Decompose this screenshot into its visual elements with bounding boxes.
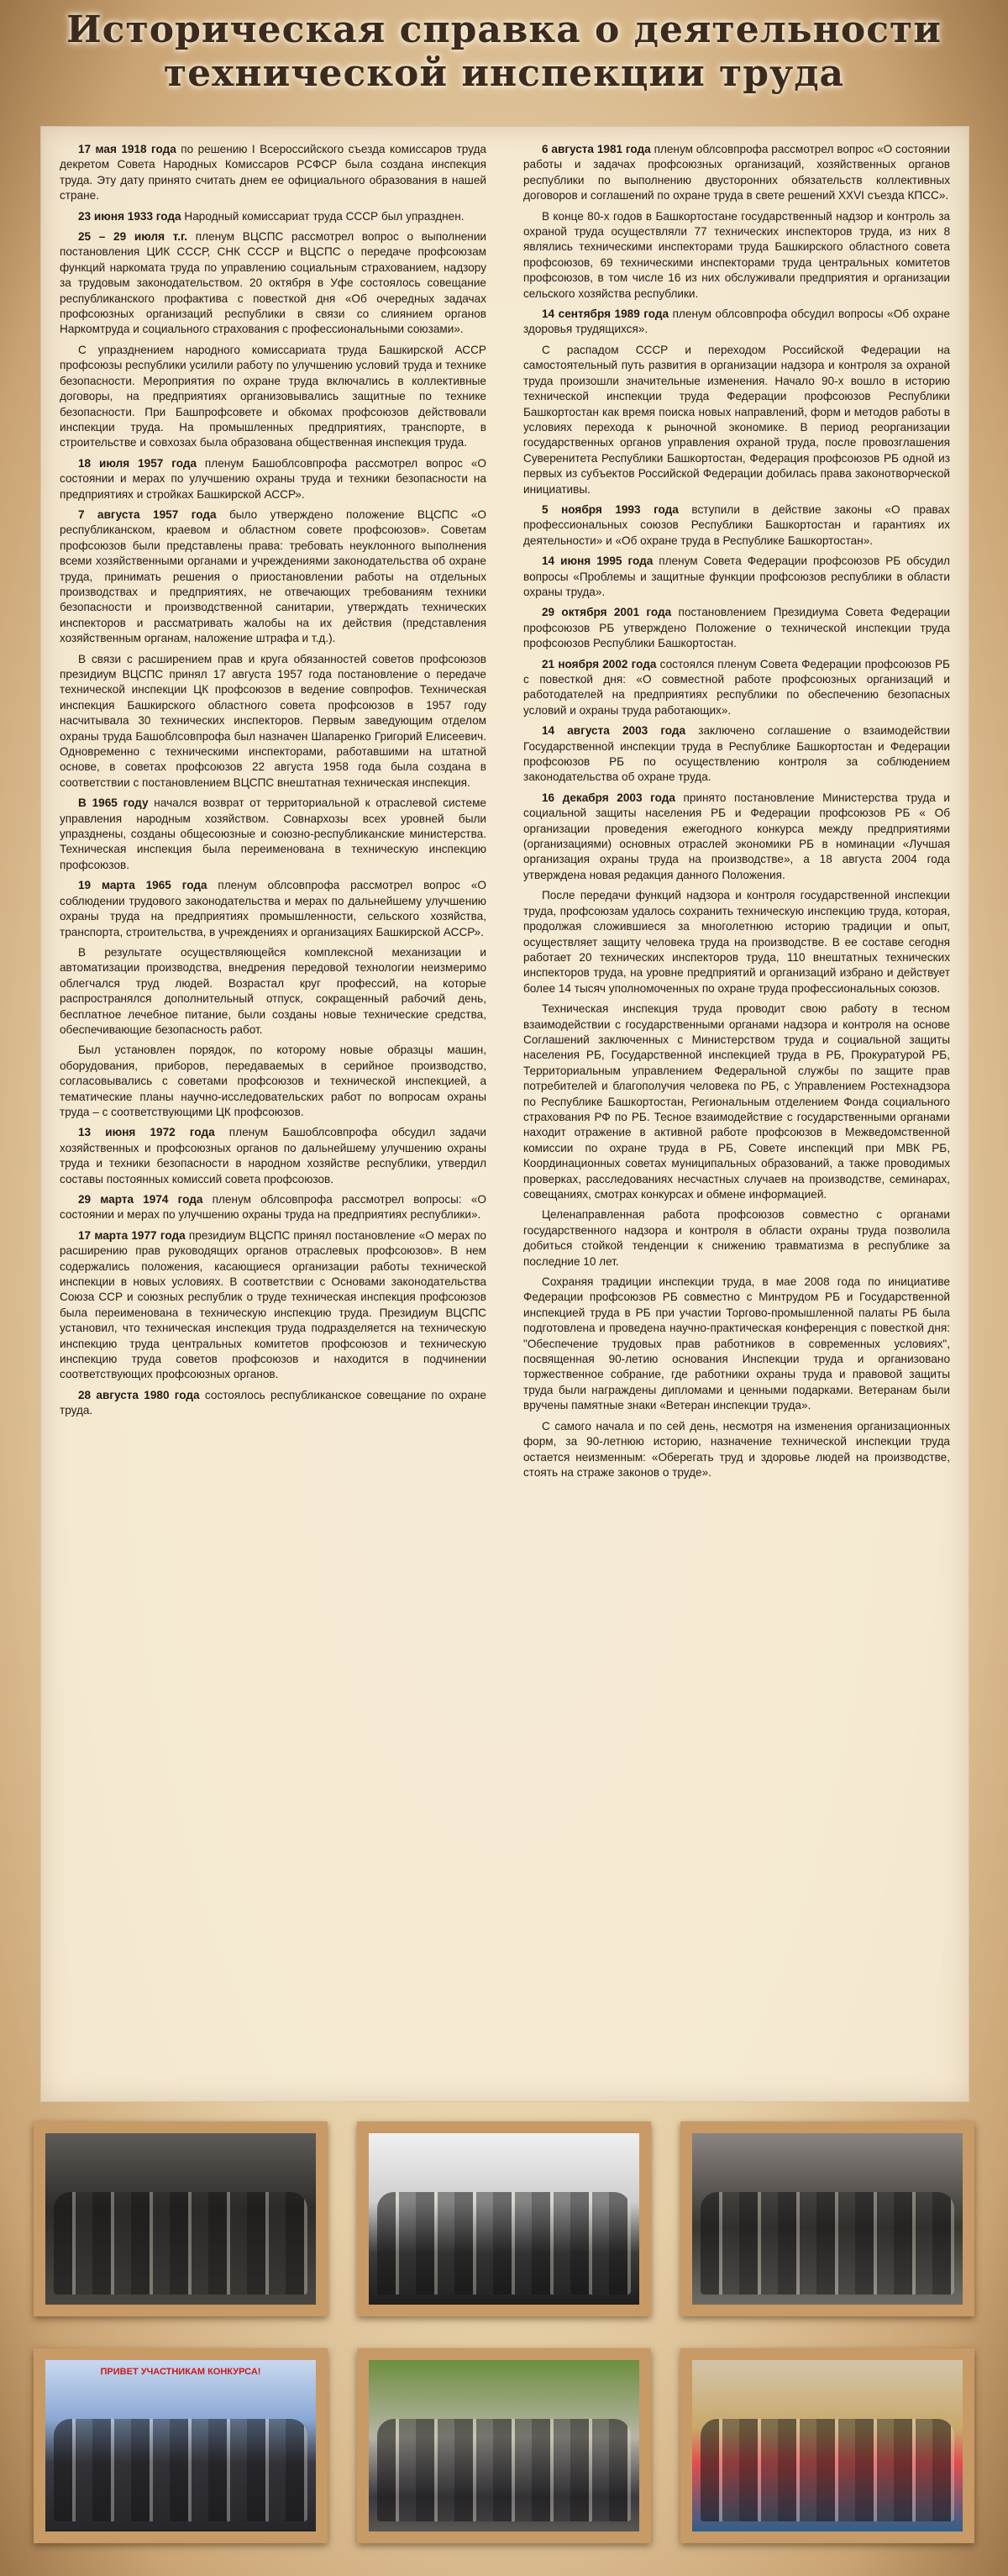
- photo-gallery: [34, 2121, 974, 2558]
- paragraph: [60, 1043, 486, 1120]
- paragraph-date: 14 июня 1995 года: [542, 555, 654, 568]
- paragraph-text: Целенаправленная работа профсоюзов совместно с органами государственного надзора и контроля в области охраны труда позволила добиться стойкой тенденции к снижению травматизма в республике за последние 10 лет.: [523, 1208, 950, 1268]
- paragraph: [60, 142, 486, 204]
- paragraph: [60, 945, 486, 1038]
- paragraph-text: С упразднением народного комиссариата труда Башкирской АССР профсоюзы республики усилили работу по улучшению условий труда и технике безопасности. Мероприятия по охране труда включались в коллективные договоры, на предприятиях организовывались защитные по технике безопасности. При Башпрофсовете и обкомах профсоюзов действовали инспекции труда. На промышленных предприятиях, транспорте, в строительстве и совхозах была образована общественная инспекция труда.: [60, 343, 486, 449]
- paragraph: [523, 657, 950, 719]
- paragraph: [523, 723, 950, 786]
- photo-workplace-inspection: [680, 2121, 974, 2316]
- paragraph-text: В связи с расширением прав и круга обязанностей советов профсоюзов президиум ВЦСПС принял 17 августа 1957 года постановление о передаче технической инспекции ЦК профсоюзов в ведение совпрофов. Техническая инспекция Башкирского областного совета профсоюзов в 1957 году насчитывала 30 технических инспекторов. Первым заведующим отделом охраны труда Башоблсовпрофа был назначен Шапаренко Григорий Елисеевич. Одновременно с техническими инспекторами, работавшими на штатной основе, в советах профсоюзов 22 августа 1958 года была создана в соответствии с постановлением ВЦСПС внештатная техническая инспекция.: [60, 652, 486, 789]
- paragraph-date: 5 ноября 1993 года: [542, 502, 679, 516]
- title-line-1: Историческая справка о деятельности: [66, 8, 942, 51]
- paragraph-date: 29 марта 1974 года: [78, 1193, 203, 1206]
- paragraph-text: Народный комиссариат труда СССР был упразднен.: [181, 209, 465, 223]
- paragraph-text: пленум Башоблсовпрофа обсудил задачи хозяйственных и профсоюзных органов по дальнейшему улучшению охраны труда и техники безопасности в народном хозяйстве республики, утвердил составы постоянных комиссий совета профсоюзов.: [60, 1126, 486, 1185]
- paragraph-text: пленум облсовпрофа рассмотрел вопросы: «О состоянии и мерах по улучшению охраны труда на предприятиях республики».: [60, 1193, 486, 1222]
- paragraph-date: 18 июля 1957 года: [78, 456, 197, 470]
- photo-contest-participants: [34, 2348, 328, 2543]
- paragraph-date: 6 августа 1981 года: [542, 143, 651, 155]
- paragraph-date: 17 марта 1977 года: [78, 1228, 186, 1242]
- paragraph-text: состоялся пленум Совета Федерации профсоюзов РБ с повесткой дня: «О совместной работе профсоюзных организаций и работодателей на предприятиях республики по обеспечению безопасных условий и охраны труда работающих».: [523, 657, 950, 717]
- paragraph: [60, 1228, 486, 1383]
- right-column: [523, 142, 950, 1485]
- paragraph: [523, 1207, 950, 1270]
- paragraph: [523, 1275, 950, 1414]
- photo-archival-group: [357, 2121, 651, 2316]
- paragraph-text: состоялось республиканское совещание по охране труда.: [60, 1388, 486, 1417]
- paragraph-text: начался возврат от территориальной к отраслевой системе управления народным хозяйством. Совнархозы всех уровней были упразднены, созданы общесоюзные и союзно-республиканские министерства. Техническая инспекция была переименована в техническую инспекцию профсоюзов.: [60, 796, 486, 871]
- paragraph: [523, 307, 950, 338]
- paragraph: [60, 878, 486, 940]
- paragraph-text: пленум Башоблсовпрофа рассмотрел вопрос «О состоянии и мерах по улучшению охраны труда и техники безопасности на предприятиях и стройках Башкирской АССР».: [60, 456, 486, 501]
- paragraph: [60, 796, 486, 873]
- paragraph: [523, 209, 950, 302]
- paragraph: [60, 1125, 486, 1187]
- photo-banner-text: ПРИВЕТ УЧАСТНИКАМ КОНКУРСА!: [100, 2367, 261, 2377]
- paragraph-text: Техническая инспекция труда проводит свою работу в тесном взаимодействии с государственными органами надзора и контроля на основе Соглашений заключенных с Министерством труда и социальной защиты населения РБ, Государственной инспекцией труда в РБ, Прокуратурой РБ, Территориальным управлением Федеральной службы по защите прав потребителей и благополучия человека по РБ, с Управлением Ростехнадзора по Республике Башкортостан, Региональным отделением Фонда социального страхования РФ по РБ. Тесное взаимодействие с государственными органами находит отражение в активной работе профсоюзов в Межведомственной комиссии по охране труда в РБ, Совете инспекций при МВК РБ, Координационных советах муниципальных образований, а также проводимых проверках, расследованиях несчастных случаев на производстве, семинарах, совещаниях, смотрах конкурсах и обмене информацией.: [523, 1002, 950, 1201]
- paragraph-date: 7 августа 1957 года: [78, 507, 217, 521]
- paragraph: [60, 1388, 486, 1419]
- paragraph-date: 17 мая 1918 года: [78, 143, 176, 155]
- paragraph: [523, 502, 950, 549]
- paragraph-text: Был установлен порядок, по которому новые образцы машин, оборудования, приборов, передаваемых в серийное производство, согласовывались с советами профсоюзов и технической инспекцией, а тематические планы научно-исследовательских работ по вопросам охраны труда – с соответствующими ЦК профсоюзов.: [60, 1044, 486, 1118]
- paragraph-date: 19 марта 1965 года: [78, 879, 207, 892]
- paragraph: [60, 209, 486, 224]
- paragraph-text: было утверждено положение ВЦСПС «О республиканском, краевом и областном совете профсоюзов». Советам профсоюзов были представлены права: требовать неуклонного выполнения всеми хозяйственными органами и учреждениями законодательства об охране труда, принимать решения о приостановлении работы на отдельных производствах и предприятиях, не отвечающих требованиям техники безопасности и производственной санитарии, утверждать технических инспекторов и рассматривать жалобы на их действия (представления хозяйственным органам, наложение штрафа и т.д.).: [60, 507, 486, 645]
- paragraph: [523, 791, 950, 883]
- left-column: [60, 142, 486, 1424]
- paragraph: [60, 652, 486, 791]
- paragraph-text: заключено соглашение о взаимодействии Государственной инспекции труда в Республике Башкортостан и Федерации профсоюзов РБ по осуществлению контроля за соблюдением законодательства об охране труда.: [523, 724, 950, 784]
- paragraph-text: С самого начала и по сей день, несмотря на изменения организационных форм, за 90-летнюю историю, назначение технической инспекции труда остается неизменным: «Оберегать труд и здоровье людей на производстве, стоять на страже законов о труде».: [523, 1419, 950, 1479]
- paragraph-date: 14 августа 2003 года: [542, 724, 686, 738]
- paragraph-text: пленум ВЦСПС рассмотрел вопрос о выполнении постановления ЦИК СССР, СНК СССР и ВЦСПС о передаче профсоюзам функций наркомата труда по управлению социальным страхованием, надзору за трудовым законодательством. 20 октября в Уфе состоялось совещание республиканского профактива с повесткой дня «Об очередных задачах профсоюзных организаций республики в связи со слиянием органов Наркомтруда и социального страхования с профессиональными союзами».: [60, 230, 487, 336]
- paragraph-text: по решению I Всероссийского съезда комиссаров труда декретом Совета Народных Комиссаров РСФСР была создана инспекция труда. Эту дату принято считать днем ее официального образования в нашей стране.: [60, 143, 486, 202]
- photo-outdoor-group: [357, 2348, 651, 2543]
- paragraph-text: пленум облсовпрофа обсудил вопросы «Об охране здоровья трудящихся».: [523, 308, 950, 336]
- paragraph: [60, 229, 486, 338]
- paragraph: [60, 1192, 486, 1223]
- paragraph: [523, 1419, 950, 1481]
- paragraph-text: президиум ВЦСПС принял постановление «О мерах по расширению прав руководящих органов отраслевых профсоюзов». В нем содержались положения, касающиеся организации работы технической инспекции в новых условиях. В соответствии с Основами законодательства Союза ССР и союзных республик о труде техническая инспекция профсоюзов была переименована в техническую инспекцию труда. Президиум ВЦСПС установил, что техническая инспекция труда подразделяется на техническую инспекцию труда центральных комитетов профсоюзов и техническую инспекцию труда советов профсоюзов и находится в подчинении соответствующих профсоюзных органов.: [60, 1228, 486, 1381]
- paragraph: [523, 605, 950, 651]
- paragraph: [523, 1001, 950, 1202]
- paragraph-date: 16 декабря 2003 года: [542, 791, 675, 804]
- paragraph: [60, 456, 486, 502]
- paragraph: [60, 507, 486, 647]
- paragraph-text: После передачи функций надзора и контроля государственной инспекции труда, профсоюзам удалось сохранить техническую инспекцию труда, которая, продолжая сложившиеся за многолетнюю историю традиции и опыт, осуществляет защиту человека труда на производстве. В ее составе сегодня работает 20 технических инспекторов труда, 110 внештатных технических инспекторов труда, на уровне предприятий и организаций избрано и действует более 14 тысяч уполномоченных по охране труда профессиональных союзов.: [523, 889, 950, 995]
- paragraph-text: Сохраняя традиции инспекции труда, в мае 2008 года по инициативе Федерации профсоюзов РБ совместно с Минтрудом РБ и Государственной инспекцией труда в РБ при участии Торгово-промышленной палаты РБ была подготовлена и проведена научно-практическая конференция с повесткой дня: "Обеспечение трудовых прав работников в современных условиях", посвященная 90-летию основания Инспекции труда и организовано торжественное собрание, где работники охраны труда и правовой защиты труда были награждены дипломами и ценными подарками. Ветеранам были вручены памятные знаки «Ветеран инспекции труда».: [523, 1275, 950, 1412]
- paragraph-date: 14 сентября 1989 года: [542, 308, 669, 321]
- paragraph-text: постановлением Президиума Совета Федерации профсоюзов РБ утверждено Положение о технической инспекции труда профсоюзов Республики Башкортостан.: [523, 606, 950, 650]
- paragraph-date: 29 октября 2001 года: [542, 606, 672, 619]
- paragraph-date: 21 ноября 2002 года: [542, 657, 657, 670]
- paragraph-text: пленум облсовпрофа рассмотрел вопрос «О состоянии работы и задачах профсоюзных организаций, хозяйственных органов республики по выполнению двусторонних обязательств коллективных договоров и соглашений по охране труда в свете решений XXVI съезда КПСС».: [523, 143, 950, 202]
- paragraph-text: В конце 80-х годов в Башкортостане государственный надзор и контроль за охраной труда осуществляли 77 технических инспекторов труда, из них 8 являлись техническими инспекторами труда Башкирского областного совета профсоюзов, 69 техническими инспекторами труда центральных комитетов профсоюзов, в том числе 16 из них обслуживали предприятия и организации сельского хозяйства республики.: [523, 209, 950, 300]
- page-title: [0, 8, 1008, 96]
- paragraph: [523, 888, 950, 996]
- paragraph-date: В 1965 году: [78, 796, 149, 810]
- text-panel: [40, 126, 969, 2102]
- photo-workers-uniforms: [680, 2348, 974, 2543]
- paragraph: [523, 142, 950, 204]
- paragraph-text: В результате осуществляющейся комплексной механизации и автоматизации производства, внедрения передовой технологии неизмеримо облегчался труд людей. Возрастал круг профессий, на которые распространялся дополнительный отпуск, сокращенный рабочий день, бесплатное лечебное питание, были созданы новые технические средства, обеспечивающие безопасность работ.: [60, 945, 486, 1036]
- paragraph-text: пленум облсовпрофа рассмотрел вопрос «О соблюдении трудового законодательства и мерах по дальнейшему улучшению охраны труда на предприятиях промышленности, сельского хозяйства, транспорта, строительства, в учреждениях и организациях Башкирской АССР».: [60, 879, 486, 938]
- paragraph-date: 13 июня 1972 года: [78, 1126, 215, 1139]
- paragraph-text: пленум Совета Федерации профсоюзов РБ обсудил вопросы «Проблемы и защитные функции профсоюзов республики в области охраны труда».: [523, 555, 950, 598]
- paragraph-date: 23 июня 1933 года: [78, 209, 181, 223]
- paragraph-date: 28 августа 1980 года: [78, 1388, 200, 1401]
- paragraph-text: С распадом СССР и переходом Российской Федерации на самостоятельный путь развития в организации надзора и контроля за охраной труда произошли значительные изменения. Начало 90-х вошло в историю технической инспекции труда Федерации профсоюзов Республики Башкортостан как время поиска новых направлений, форм и методов работы в условиях перехода к рыночной экономике. В период реорганизации государственных органов управления охраной труда, после провозглашения Суверенитета Республики Башкортостан, Федерация профсоюзов РБ одной из первых из субъектов Российской Федерации добилась права законотворческой инициативы.: [523, 343, 950, 496]
- title-line-2: технической инспекции труда: [163, 52, 845, 95]
- paragraph-text: принято постановление Министерства труда и социальной защиты населения РБ и Федерации профсоюзов РБ « Об организации проведения ежегодного конкурса между предприятиями (организациями) основных отраслей экономики РБ в номинации «Лучшая организация охраны труда на производстве», а 18 августа 2004 года утверждена новая редакция данного Положения.: [523, 791, 950, 881]
- paragraph: [523, 343, 950, 497]
- photo-group-portrait: [34, 2121, 328, 2316]
- paragraph-date: 25 – 29 июля т.г.: [78, 230, 188, 244]
- paragraph-text: вступили в действие законы «О правах профессиональных союзов Республики Башкортостан и гарантиях их деятельности» и «Об охране труда в Республике Башкортостан».: [523, 502, 950, 547]
- paragraph: [523, 554, 950, 600]
- paragraph: [60, 343, 486, 451]
